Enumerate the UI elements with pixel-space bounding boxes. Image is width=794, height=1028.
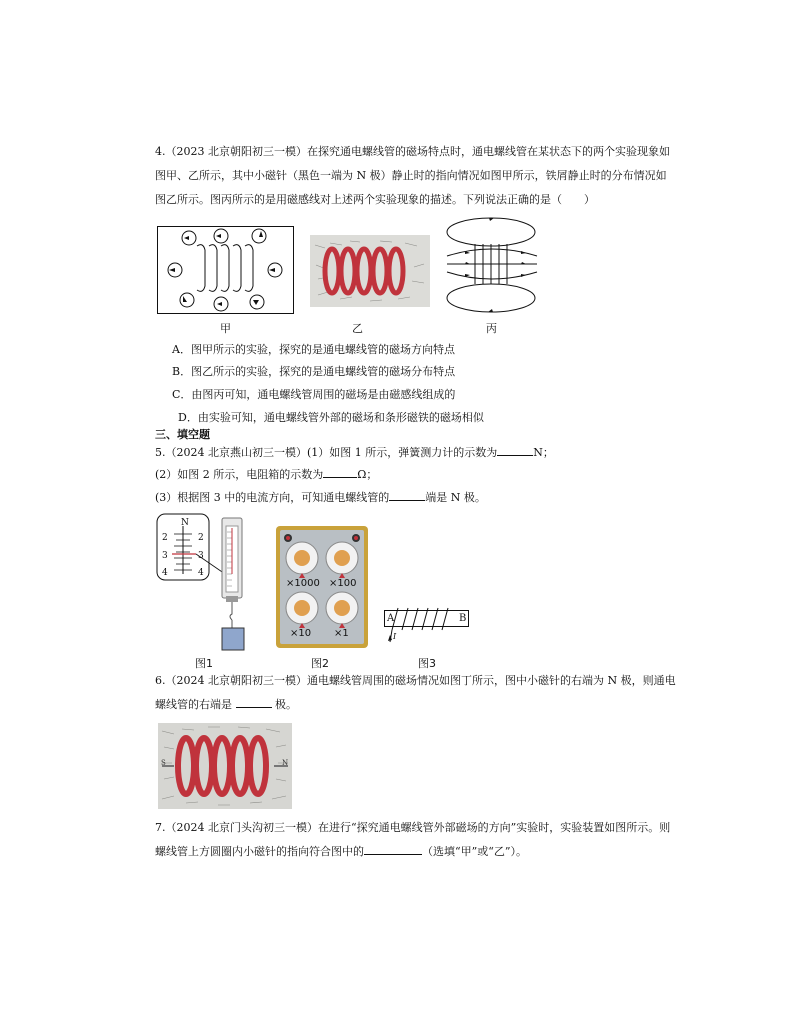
q5-line1-text: 5.（2024 北京燕山初三一模）(1）如图 1 所示，弹簧测力计的示数为 xyxy=(155,446,498,459)
fig3-label-a: A xyxy=(387,613,395,624)
q4-option-d: D．由实验可知，通电螺线管外部的磁场和条形磁铁的磁场相似 xyxy=(178,411,484,424)
fig2-multiplier-100: ×100 xyxy=(329,578,357,589)
q5-blank-2[interactable] xyxy=(323,466,357,478)
fig3-label-i: I xyxy=(393,632,397,641)
figure-jia xyxy=(157,226,294,318)
q5-line1 xyxy=(155,444,554,461)
q7-line2 xyxy=(155,843,527,860)
figure-2-resistance-box xyxy=(276,526,368,648)
fig1-zoom-n: N xyxy=(181,518,189,528)
figure-1-spring-scale xyxy=(156,512,256,656)
q4-option-b: B．图乙所示的实验，探究的是通电螺线管的磁场分布特点 xyxy=(172,365,456,378)
q5-line3-text: (3）根据图 3 中的电流方向，可知通电螺线管的 xyxy=(155,491,390,504)
q4-line1: 4.（2023 北京朝阳初三一模）在探究通电螺线管的磁场特点时，通电螺线管在某状态下的两个实验现象如 xyxy=(155,145,670,158)
q5-line2-text: (2）如图 2 所示，电阻箱的示数为 xyxy=(155,468,324,481)
fig1-tick-4-left: 4 xyxy=(162,568,168,578)
fig1-tick-2-left: 2 xyxy=(162,533,168,543)
fig1-tick-3-right: 3 xyxy=(198,551,204,561)
q4-line2: 图甲、乙所示，其中小磁针（黑色一端为 N 极）静止时的指向情况如图甲所示，铁屑静止时的分布情况如 xyxy=(155,169,667,182)
q7-line2-tail: （选填“甲”或“乙”）。 xyxy=(422,845,527,858)
q4-line3: 图乙所示。图丙所示的是用磁感线对上述两个实验现象的描述。下列说法正确的是（ ） xyxy=(155,193,595,206)
q6-line2-tail: 极。 xyxy=(275,698,297,711)
q5-line1-unit: N； xyxy=(533,446,554,459)
fig3-label-b: B xyxy=(459,613,467,624)
q4-option-c: C．由图丙可知，通电螺线管周围的磁场是由磁感线组成的 xyxy=(172,388,456,401)
fig-ding-label-n: N xyxy=(282,759,289,767)
fig2-multiplier-1: ×1 xyxy=(334,628,349,639)
caption-jia: 甲 xyxy=(220,322,231,335)
fig2-multiplier-1000: ×1000 xyxy=(286,578,320,589)
q5-line2-unit: Ω； xyxy=(357,468,378,481)
fig1-tick-3-left: 3 xyxy=(162,551,168,561)
caption-fig3: 图3 xyxy=(418,657,436,670)
figure-yi-photo xyxy=(310,235,430,307)
fig2-multiplier-10: ×10 xyxy=(290,628,312,639)
q7-line1: 7.（2024 北京门头沟初三一模）在进行“探究通电螺线管外部磁场的方向”实验时，实验装置如图所示。则 xyxy=(155,821,671,834)
figure-ding-photo xyxy=(158,723,292,809)
caption-yi: 乙 xyxy=(352,322,363,335)
q5-line3 xyxy=(155,489,486,506)
q5-line2 xyxy=(155,466,377,483)
q6-line1: 6.（2024 北京朝阳初三一模）通电螺线管周围的磁场情况如图丁所示，图中小磁针的右端为 N 极，则通电 xyxy=(155,674,676,687)
q7-blank[interactable] xyxy=(364,843,422,855)
q5-blank-1[interactable] xyxy=(497,444,533,456)
figure-bing xyxy=(445,216,540,320)
q6-blank[interactable] xyxy=(236,696,272,708)
fig-ding-label-s: S xyxy=(161,759,166,767)
caption-bing: 丙 xyxy=(486,322,497,335)
caption-fig1: 图1 xyxy=(195,657,213,670)
q5-blank-3[interactable] xyxy=(389,489,425,501)
q7-line2-text: 螺线管上方圆圈内小磁针的指向符合图中的 xyxy=(155,845,364,858)
fig1-tick-4-right: 4 xyxy=(198,568,204,578)
q6-line2-text: 螺线管的右端是 xyxy=(155,698,232,711)
q4-option-a: A．图甲所示的实验，探究的是通电螺线管的磁场方向特点 xyxy=(172,343,455,356)
q6-line2 xyxy=(155,696,297,713)
section-title: 三、填空题 xyxy=(155,428,210,441)
q5-line3-tail: 端是 N 极。 xyxy=(425,491,486,504)
fig1-tick-2-right: 2 xyxy=(198,533,204,543)
caption-fig2: 图2 xyxy=(311,657,329,670)
